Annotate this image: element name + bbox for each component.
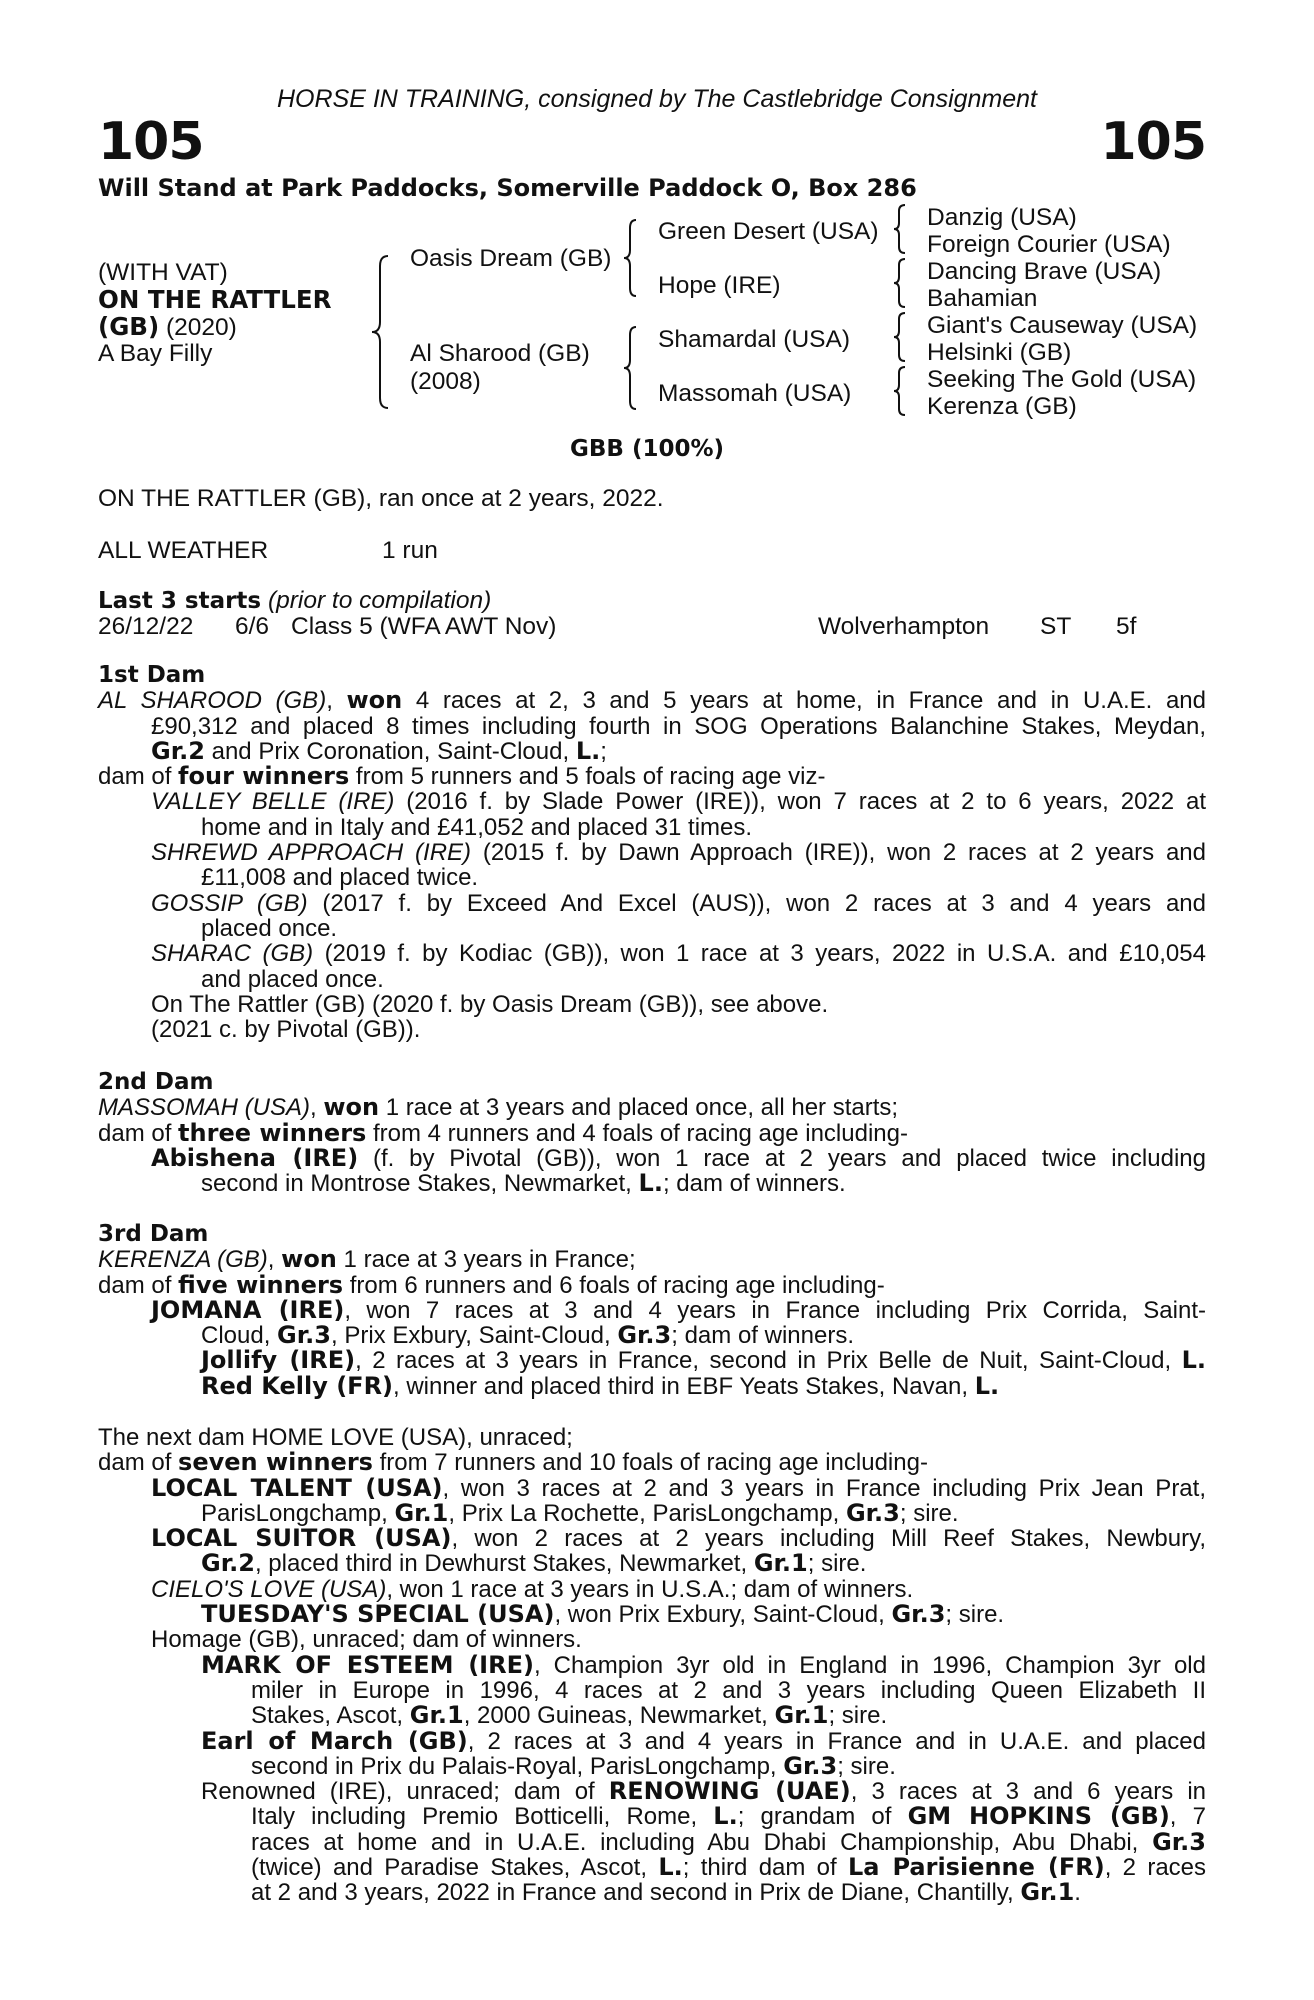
next-dam-section bbox=[98, 1425, 1206, 1906]
text: second in Montrose Stakes, Newmarket, bbox=[201, 1170, 639, 1198]
produce-line bbox=[98, 1551, 1206, 1576]
grade-label: Gr.3 bbox=[617, 1321, 672, 1350]
sep: , bbox=[267, 1246, 282, 1274]
text: Italy including Premio Botticelli, Rome, bbox=[251, 1803, 714, 1831]
produce-line bbox=[98, 1855, 1206, 1880]
last-starts-heading bbox=[98, 587, 491, 615]
text: ParisLongchamp, bbox=[201, 1499, 395, 1527]
horse-origin: (GB) bbox=[98, 312, 160, 341]
pedigree-ddd: Kerenza (GB) bbox=[927, 393, 1077, 420]
pedigree-dd: Massomah (USA) bbox=[658, 380, 852, 407]
produce-name: GM HOPKINS (GB) bbox=[907, 1802, 1170, 1831]
grade-label: Gr.1 bbox=[753, 1549, 808, 1578]
text: dam of bbox=[98, 1449, 179, 1477]
pedigree-dam-brace bbox=[622, 325, 640, 411]
produce-name: LOCAL SUITOR (USA) bbox=[151, 1524, 452, 1553]
text: (f. by Pivotal (GB)), won 1 race at 2 years and placed twice including bbox=[358, 1144, 1206, 1172]
text: 4 races at 2, 3 and 5 years at home, in France and in U.A.E. and bbox=[402, 687, 1206, 715]
pedigree-dss: Giant's Causeway (USA) bbox=[927, 312, 1198, 339]
text: ; dam of winners. bbox=[662, 1170, 846, 1198]
pedigree-sss: Danzig (USA) bbox=[927, 204, 1077, 231]
pedigree-ss: Green Desert (USA) bbox=[658, 218, 879, 245]
produce-line bbox=[98, 1498, 1206, 1527]
produce-line bbox=[98, 1602, 1206, 1627]
produce-line bbox=[98, 1804, 1206, 1829]
first-dam-line: £90,312 and placed 8 times including fourth in SOG Operations Balanchine Stakes, Meydan, bbox=[151, 712, 1206, 740]
produce-name: SHARAC (GB) bbox=[151, 940, 314, 968]
pedigree-sire: Oasis Dream (GB) bbox=[410, 245, 612, 272]
pedigree-brace-sd bbox=[892, 257, 908, 309]
text: , won 7 races at 3 and 4 years in France including Prix Corrida, Saint- bbox=[344, 1296, 1206, 1324]
pedigree-brace-dd bbox=[892, 365, 908, 417]
produce-line bbox=[98, 1371, 1206, 1400]
produce-line bbox=[98, 891, 1206, 916]
text: , 2000 Guineas, Newmarket, bbox=[463, 1702, 775, 1730]
text: , placed third in Dewhurst Stakes, Newmarket, bbox=[254, 1550, 754, 1578]
text: at 2 and 3 years, 2022 in France and second in Prix de Diane, Chantilly, bbox=[251, 1879, 1021, 1907]
produce-line: placed once. bbox=[201, 914, 338, 942]
listed-label: L. bbox=[1181, 1346, 1207, 1375]
produce-name: LOCAL TALENT (USA) bbox=[151, 1473, 443, 1502]
produce-name: SHREWD APPROACH (IRE) bbox=[151, 839, 472, 867]
text: (2015 f. by Dawn Approach (IRE)), won 2 races at 2 years and bbox=[471, 839, 1206, 867]
text: 1 race at 3 years in France; bbox=[336, 1246, 636, 1274]
pedigree-sds: Dancing Brave (USA) bbox=[927, 258, 1162, 285]
produce-line bbox=[98, 789, 1206, 814]
horse-origin-year bbox=[98, 312, 237, 342]
text: , Prix La Rochette, ParisLongchamp, bbox=[448, 1499, 846, 1527]
horse-description: A Bay Filly bbox=[98, 340, 213, 367]
text: ; sire. bbox=[807, 1550, 867, 1578]
grade-label: Gr.2 bbox=[151, 736, 205, 765]
text: (2019 f. by Kodiac (GB)), won 1 race at 3 years, 2022 in U.S.A. and £10,054 bbox=[313, 940, 1206, 968]
produce-name: GOSSIP (GB) bbox=[151, 889, 308, 917]
produce-name: CIELO'S LOVE (USA) bbox=[151, 1575, 387, 1603]
text: from 6 runners and 6 foals of racing age including- bbox=[343, 1271, 885, 1299]
produce-line: miler in Europe in 1996, 4 races at 2 and 3 years including Queen Elizabeth II bbox=[251, 1676, 1206, 1704]
text: 1 race at 3 years and placed once, all her starts; bbox=[379, 1094, 899, 1122]
start-going: ST bbox=[1040, 613, 1072, 640]
second-dam-heading: 2nd Dam bbox=[98, 1069, 214, 1095]
second-dam-line bbox=[98, 1118, 1206, 1147]
text: (2017 f. by Exceed And Excel (AUS)), won 2 races at 3 and 4 years and bbox=[307, 889, 1206, 917]
produce-line bbox=[98, 1779, 1206, 1804]
produce-line: On The Rattler (GB) (2020 f. by Oasis Dream (GB)), see above. bbox=[151, 990, 829, 1018]
sep: , bbox=[310, 1094, 324, 1122]
produce-line: (2021 c. by Pivotal (GB)). bbox=[151, 1016, 421, 1044]
produce-line bbox=[98, 1577, 1206, 1602]
text: Cloud, bbox=[201, 1322, 278, 1350]
grade-label: Gr.3 bbox=[277, 1321, 331, 1350]
text: from 5 runners and 5 foals of racing age viz- bbox=[349, 763, 826, 791]
text: , Champion 3yr old in England in 1996, Champion 3yr old bbox=[533, 1651, 1206, 1679]
pedigree-dsd: Helsinki (GB) bbox=[927, 339, 1072, 366]
text: races at home and in U.A.E. including Abu Dhabi Championship, Abu Dhabi, bbox=[251, 1828, 1153, 1856]
grade-label: Gr.1 bbox=[394, 1498, 449, 1527]
text: dam of bbox=[98, 1271, 179, 1299]
produce-name: Abishena (IRE) bbox=[151, 1143, 359, 1172]
produce-name: JOMANA (IRE) bbox=[151, 1295, 345, 1324]
text: ; sire. bbox=[945, 1601, 1005, 1629]
produce-line bbox=[98, 1171, 1206, 1196]
surface-runs: 1 run bbox=[382, 537, 438, 564]
start-distance: 5f bbox=[1116, 613, 1137, 640]
listed-label: L. bbox=[658, 1853, 683, 1882]
first-dam-line bbox=[98, 764, 1206, 789]
text: , won 1 race at 3 years in U.S.A.; dam of winners. bbox=[386, 1575, 914, 1603]
pedigree-main-brace bbox=[370, 254, 392, 410]
third-dam-line bbox=[98, 1270, 1206, 1299]
produce-line: home and in Italy and £41,052 and placed 31 times. bbox=[201, 813, 753, 841]
produce-name: Red Kelly (FR) bbox=[201, 1371, 394, 1400]
produce-line bbox=[98, 1703, 1206, 1728]
horse-year: (2020) bbox=[159, 314, 237, 341]
winners-count: four winners bbox=[178, 762, 350, 791]
produce-line bbox=[98, 1526, 1206, 1551]
won-label: won bbox=[346, 686, 403, 715]
first-dam-heading: 1st Dam bbox=[98, 662, 206, 688]
produce-line bbox=[98, 1295, 1206, 1324]
stand-location: Will Stand at Park Paddocks, Somerville Paddock O, Box 286 bbox=[98, 174, 917, 202]
text: , 3 races at 3 and 6 years in bbox=[850, 1778, 1207, 1806]
pedigree-brace-ss bbox=[892, 203, 908, 255]
text: (twice) and Paradise Stakes, Ascot, bbox=[251, 1854, 659, 1882]
third-dam-heading: 3rd Dam bbox=[98, 1221, 209, 1247]
winners-count: three winners bbox=[178, 1118, 367, 1147]
produce-line bbox=[98, 1348, 1206, 1373]
text: dam of bbox=[98, 1119, 179, 1147]
pedigree-dam: Al Sharood (GB) bbox=[410, 340, 590, 367]
text: ; sire. bbox=[837, 1752, 896, 1780]
text: , 7 bbox=[1169, 1803, 1206, 1831]
dam-name: KERENZA (GB) bbox=[98, 1246, 268, 1274]
produce-name: Jollify (IRE) bbox=[201, 1346, 356, 1375]
produce-line bbox=[98, 1827, 1206, 1856]
pedigree-sire-brace bbox=[622, 218, 640, 298]
produce-line bbox=[98, 1726, 1206, 1755]
start-position: 6/6 bbox=[235, 613, 270, 640]
text: , 2 races at 3 and 4 years in France and in U.A.E. and placed bbox=[467, 1727, 1206, 1755]
horse-name: ON THE RATTLER bbox=[98, 285, 332, 314]
produce-name: VALLEY BELLE (IRE) bbox=[151, 788, 395, 816]
produce-line bbox=[98, 1143, 1206, 1172]
text: , Prix Exbury, Saint-Cloud, bbox=[330, 1322, 618, 1350]
text: (2016 f. by Slade Power (IRE)), won 7 races at 2 to 6 years, 2022 at bbox=[394, 788, 1206, 816]
text: , 2 races at 3 years in France, second in Prix Belle de Nuit, Saint-Cloud, bbox=[355, 1347, 1182, 1375]
pedigree-brace-ds bbox=[892, 311, 908, 363]
grade-label: Gr.3 bbox=[845, 1498, 900, 1527]
start-course: Wolverhampton bbox=[818, 613, 990, 640]
produce-line bbox=[98, 840, 1206, 865]
text: ; dam of winners. bbox=[671, 1322, 854, 1350]
text: . bbox=[1074, 1879, 1081, 1907]
text: second in Prix du Palais-Royal, ParisLongchamp, bbox=[251, 1752, 784, 1780]
text: ; sire. bbox=[899, 1499, 959, 1527]
second-dam-line bbox=[98, 1095, 1206, 1120]
grade-label: Gr.1 bbox=[1020, 1878, 1075, 1907]
produce-name: Earl of March (GB) bbox=[201, 1726, 468, 1755]
won-label: won bbox=[323, 1093, 380, 1122]
lot-number-right: 105 bbox=[1100, 112, 1206, 172]
gbb-rating: GBB (100%) bbox=[570, 436, 725, 462]
text: , won Prix Exbury, Saint-Cloud, bbox=[554, 1601, 892, 1629]
start-class: Class 5 (WFA AWT Nov) bbox=[291, 613, 557, 640]
first-dam-line bbox=[98, 736, 1206, 765]
dam-name: MASSOMAH (USA) bbox=[98, 1094, 311, 1122]
grade-label: Gr.2 bbox=[201, 1549, 255, 1578]
text: , won 3 races at 2 and 3 years in France including Prix Jean Prat, bbox=[442, 1474, 1206, 1502]
produce-line bbox=[98, 1751, 1206, 1780]
produce-line bbox=[98, 1323, 1206, 1348]
text: , won 2 races at 2 years including Mill Reef Stakes, Newbury, bbox=[451, 1525, 1206, 1553]
sep: , bbox=[326, 687, 347, 715]
text: , 2 races bbox=[1104, 1854, 1207, 1882]
pedigree-sdd: Bahamian bbox=[927, 285, 1038, 312]
produce-name: TUESDAY'S SPECIAL (USA) bbox=[201, 1600, 555, 1629]
grade-label: Gr.3 bbox=[1152, 1827, 1206, 1856]
grade-label: Gr.3 bbox=[891, 1600, 946, 1629]
pedigree-ds: Shamardal (USA) bbox=[658, 326, 850, 353]
listed-label: L. bbox=[638, 1169, 663, 1198]
text: , winner and placed third in EBF Yeats Stakes, Navan, bbox=[393, 1372, 975, 1400]
produce-line bbox=[98, 1473, 1206, 1502]
listed-label: L. bbox=[575, 736, 601, 765]
grade-label: Gr.1 bbox=[774, 1701, 829, 1730]
vat-note: (WITH VAT) bbox=[98, 259, 228, 286]
next-dam-line: The next dam HOME LOVE (USA), unraced; bbox=[98, 1424, 573, 1451]
start-date: 26/12/22 bbox=[98, 613, 194, 640]
winners-count: five winners bbox=[178, 1270, 344, 1299]
text: and Prix Coronation, Saint-Cloud, bbox=[204, 737, 576, 765]
produce-name: La Parisienne (FR) bbox=[848, 1853, 1105, 1882]
pedigree-sd: Hope (IRE) bbox=[658, 272, 781, 299]
consignment-line: HORSE IN TRAINING, consigned by The Castlebridge Consignment bbox=[276, 85, 1038, 113]
listed-label: L. bbox=[713, 1802, 738, 1831]
grade-label: Gr.1 bbox=[409, 1701, 464, 1730]
lot-number-left: 105 bbox=[98, 112, 204, 172]
text: ; sire. bbox=[828, 1702, 888, 1730]
next-dam-line bbox=[98, 1450, 1206, 1475]
pedigree-ssd: Foreign Courier (USA) bbox=[927, 231, 1171, 258]
text: ; third dam of bbox=[682, 1854, 848, 1882]
text: ; grandam of bbox=[737, 1803, 908, 1831]
surface-label: ALL WEATHER bbox=[98, 537, 269, 564]
first-dam-line bbox=[98, 688, 1206, 713]
text: Stakes, Ascot, bbox=[251, 1702, 410, 1730]
pedigree-dds: Seeking The Gold (USA) bbox=[927, 366, 1197, 393]
produce-line bbox=[98, 1880, 1206, 1905]
produce-line: £11,008 and placed twice. bbox=[201, 864, 479, 892]
produce-name: MARK OF ESTEEM (IRE) bbox=[201, 1650, 534, 1679]
produce-line: Homage (GB), unraced; dam of winners. bbox=[151, 1626, 582, 1654]
text: Renowned (IRE), unraced; dam of bbox=[201, 1778, 609, 1806]
listed-label: L. bbox=[974, 1371, 1000, 1400]
won-label: won bbox=[281, 1245, 337, 1274]
text: dam of bbox=[98, 763, 179, 791]
text: from 4 runners and 4 foals of racing age including- bbox=[366, 1119, 908, 1147]
text: ; bbox=[600, 737, 607, 765]
third-dam-line bbox=[98, 1247, 1206, 1272]
produce-line bbox=[98, 1650, 1206, 1679]
pedigree-dam-year: (2008) bbox=[410, 368, 481, 395]
third-dam-section bbox=[98, 1222, 1206, 1399]
second-dam-section bbox=[98, 1070, 1206, 1196]
last-starts-title: Last 3 starts bbox=[98, 588, 262, 614]
last-starts-note: (prior to compilation) bbox=[267, 587, 492, 614]
first-dam-section bbox=[98, 663, 1206, 1042]
dam-name: AL SHAROOD (GB) bbox=[98, 687, 327, 715]
produce-name: RENOWING (UAE) bbox=[608, 1777, 851, 1806]
grade-label: Gr.3 bbox=[783, 1751, 838, 1780]
race-summary: ON THE RATTLER (GB), ran once at 2 years, 2022. bbox=[98, 485, 664, 512]
produce-line: and placed once. bbox=[201, 965, 384, 993]
produce-line bbox=[98, 941, 1206, 966]
winners-count: seven winners bbox=[178, 1448, 373, 1477]
text: from 7 runners and 10 foals of racing age including- bbox=[372, 1449, 928, 1477]
